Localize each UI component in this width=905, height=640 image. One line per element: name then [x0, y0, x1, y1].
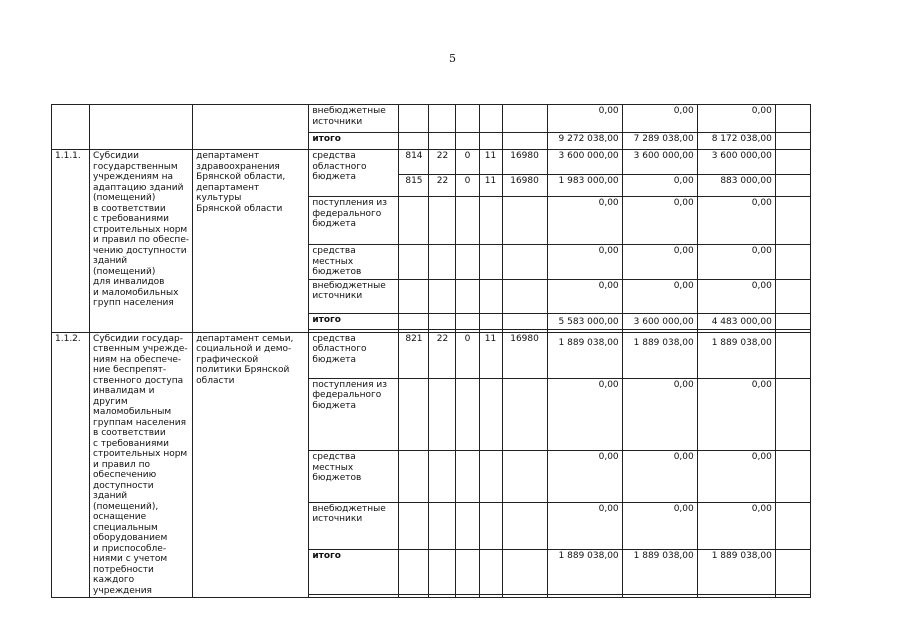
- value-cell: 0,00: [697, 197, 775, 245]
- value-cell: 0,00: [697, 279, 775, 313]
- value-cell: 0,00: [697, 378, 775, 451]
- value-cell: 0,00: [622, 105, 697, 133]
- item-executor: департамент здравоохранения Брянской области, департамент культуры Брянской области: [193, 150, 309, 333]
- source-label-local: средства местных бюджетов: [309, 245, 399, 280]
- code-cell: 821: [399, 332, 429, 378]
- code-cell: 22: [429, 332, 456, 378]
- table-row: [52, 332, 811, 378]
- value-cell: 0,00: [622, 378, 697, 451]
- code-cell: 11: [479, 332, 502, 378]
- value-cell: 0,00: [697, 502, 775, 549]
- value-cell: 0,00: [547, 197, 622, 245]
- code-cell: 16980: [502, 150, 547, 175]
- value-cell: 0,00: [697, 451, 775, 502]
- value-cell: 0,00: [547, 105, 622, 133]
- cell-empty: [193, 105, 309, 150]
- source-label-regional: средства областного бюджета: [309, 150, 399, 197]
- value-cell: 0,00: [622, 451, 697, 502]
- total-value: 4 483 000,00: [697, 313, 775, 329]
- value-cell: 1 889 038,00: [547, 332, 622, 378]
- code-cell: 16980: [502, 175, 547, 197]
- code-cell: 0: [456, 175, 479, 197]
- source-label-regional: средства областного бюджета: [309, 332, 399, 378]
- value-cell: 3 600 000,00: [622, 150, 697, 175]
- source-label-federal: поступления из федерального бюджета: [309, 197, 399, 245]
- total-value: 5 583 000,00: [547, 313, 622, 329]
- item-description: Субсидии государ- ственным учрежде- ниям на обеспече- ние беспрепят- ственного доступа инвалидам и другим маломобильным группам населения в соответствии с требованиями строительных норм и правил по обеспечению доступности зданий (помещений), оснащение специальным оборудованием и приспособле- ниями с учетом потребности каждого учреждения: [90, 332, 193, 598]
- value-cell: 0,00: [622, 175, 697, 197]
- code-cell: 815: [399, 175, 429, 197]
- value-cell: 0,00: [547, 451, 622, 502]
- code-cell: 22: [429, 150, 456, 175]
- total-label: итого: [309, 313, 399, 329]
- code-cell: 16980: [502, 332, 547, 378]
- source-label-federal: поступления из федерального бюджета: [309, 378, 399, 451]
- total-value: 1 889 038,00: [697, 549, 775, 594]
- total-value: 8 172 038,00: [697, 133, 775, 150]
- total-value: 1 889 038,00: [622, 549, 697, 594]
- source-label-extrabudgetary: внебюджетные источники: [309, 279, 399, 313]
- source-label-extrabudgetary: внебюджетные источники: [309, 502, 399, 549]
- value-cell: 0,00: [547, 279, 622, 313]
- table-row: [52, 105, 811, 133]
- value-cell: 0,00: [622, 197, 697, 245]
- cell-empty: [52, 105, 90, 150]
- value-cell: 3 600 000,00: [547, 150, 622, 175]
- table-row: [52, 150, 811, 175]
- value-cell: 1 889 038,00: [622, 332, 697, 378]
- item-description: Субсидии государственным учреждениям на адаптацию зданий (помещений) в соответствии с требованиями строительных норм и правил по обеспе- чению доступности зданий (помещений) для инвалидов и маломобильных групп населения: [90, 150, 193, 333]
- value-cell: 0,00: [547, 502, 622, 549]
- item-executor: департамент семьи, социальной и демо- графической политики Брянской области: [193, 332, 309, 598]
- code-cell: 11: [479, 175, 502, 197]
- value-cell: 3 600 000,00: [697, 150, 775, 175]
- item-number: 1.1.1.: [52, 150, 90, 333]
- code-cell: 0: [456, 332, 479, 378]
- value-cell: 1 983 000,00: [547, 175, 622, 197]
- total-value: 7 289 038,00: [622, 133, 697, 150]
- total-label: итого: [309, 549, 399, 594]
- budget-table: [51, 104, 811, 598]
- code-cell: 0: [456, 150, 479, 175]
- total-value: 1 889 038,00: [547, 549, 622, 594]
- value-cell: 0,00: [547, 245, 622, 280]
- value-cell: 883 000,00: [697, 175, 775, 197]
- value-cell: 0,00: [697, 245, 775, 280]
- code-cell: 22: [429, 175, 456, 197]
- item-number: 1.1.2.: [52, 332, 90, 598]
- cell-empty: [90, 105, 193, 150]
- source-label-local: средства местных бюджетов: [309, 451, 399, 502]
- total-value: 3 600 000,00: [622, 313, 697, 329]
- total-label: итого: [309, 133, 399, 150]
- code-cell: 11: [479, 150, 502, 175]
- code-cell: 814: [399, 150, 429, 175]
- value-cell: 0,00: [697, 105, 775, 133]
- source-label-extrabudgetary: внебюджетные источники: [309, 105, 399, 133]
- total-value: 9 272 038,00: [547, 133, 622, 150]
- value-cell: 0,00: [622, 502, 697, 549]
- value-cell: 0,00: [622, 279, 697, 313]
- page-number: 5: [449, 52, 456, 65]
- value-cell: 0,00: [622, 245, 697, 280]
- value-cell: 0,00: [547, 378, 622, 451]
- value-cell: 1 889 038,00: [697, 332, 775, 378]
